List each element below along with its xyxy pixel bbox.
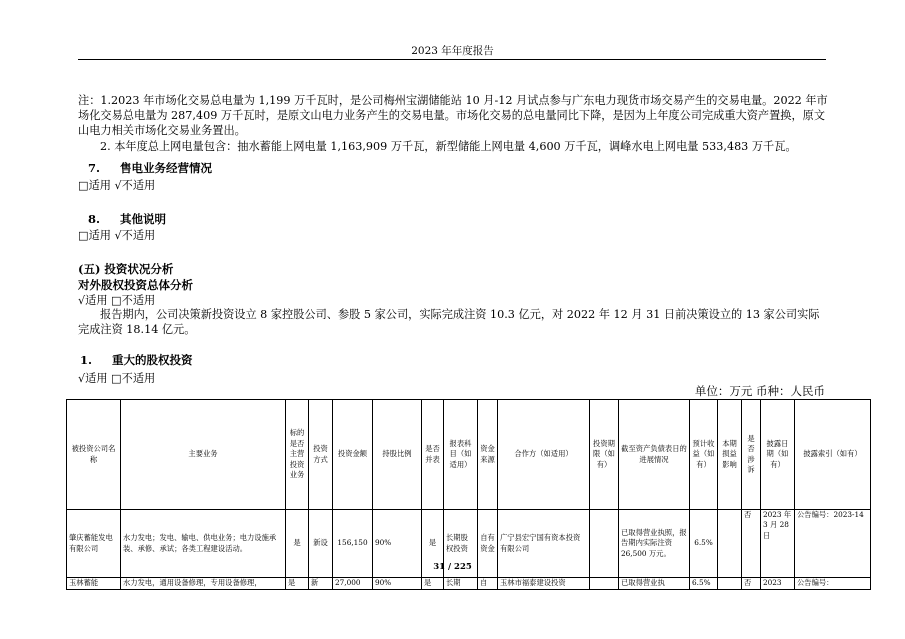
col-header: 是否涉诉 [742, 400, 761, 510]
section-7-number: 7. [88, 161, 101, 175]
overall-analysis-heading: 对外股权投资总体分析 [78, 278, 193, 292]
col-header: 持股比例 [373, 400, 422, 510]
col-header: 披露索引（如有） [795, 400, 871, 510]
report-header: 2023 年年度报告 [411, 45, 494, 57]
table-cell: 6.5% [690, 510, 718, 578]
col-header: 资金来源 [478, 400, 498, 510]
table-cell: 新 [309, 578, 333, 590]
table-cell: 6.5% [690, 578, 718, 590]
table-cell: 水力发电；发电、输电、供电业务；电力设施承装、承修、承试；各类工程建设活动。 [121, 510, 286, 578]
table-cell: 公告编号：2023-14 [795, 510, 871, 578]
table-cell: 水力发电，通用设备修理，专用设备修理， [121, 578, 286, 590]
table-cell: 是 [286, 510, 309, 578]
table-cell: 玉林蓄能 [67, 578, 121, 590]
page-number: 31 / 225 [433, 562, 472, 572]
table-cell: 2023 [761, 578, 795, 590]
table-cell: 90% [373, 578, 422, 590]
table-cell: 27,000 [333, 578, 373, 590]
table-cell: 广宁县宏宁国有资本投资有限公司 [498, 510, 590, 578]
table-cell: 否 [742, 510, 761, 578]
col-header: 本期损益影响 [718, 400, 742, 510]
note-1: 注：1.2023 年市场化交易总电量为 1,199 万千瓦时，是公司梅州宝湖储能站 10 月-12 月试点参与广东电力现货市场交易产生的交易电量。2022 年市场化交易总电量为 287,409 万千瓦时，是原文山电力业务产生的交易电量。市场化交易的总电量同比下降，是因为上年度公司完成重大资产置换，原文山电力相关市场化交易业务置出。 [78, 94, 828, 138]
section-8-heading [88, 211, 166, 227]
section-8-options: □适用 √不适用 [78, 229, 156, 242]
section-5-heading: (五) 投资状况分析 [78, 262, 174, 276]
table-cell: 是 [422, 510, 444, 578]
col-header: 报表科目（如适用） [444, 400, 478, 510]
table-cell: 玉林市福泰建设投资 [498, 578, 590, 590]
table-cell: 肇庆蓄能发电有限公司 [67, 510, 121, 578]
table-cell: 是 [422, 578, 444, 590]
table-header-row [67, 400, 871, 510]
table-cell: 已取得营业执 [619, 578, 690, 590]
section-1-number: 1. [80, 353, 93, 367]
section-8-title: 其他说明 [120, 212, 167, 226]
table-cell: 已取得营业执照，报告期内实际注资 26,500 万元。 [619, 510, 690, 578]
table-cell: 否 [742, 578, 761, 590]
table-cell [590, 578, 619, 590]
table-cell: 是 [286, 578, 309, 590]
section-7-title: 售电业务经营情况 [120, 161, 213, 175]
table-cell: 2023 年 3 月 28 日 [761, 510, 795, 578]
table-cell: 长期股权投资 [444, 510, 478, 578]
table-cell: 长期 [444, 578, 478, 590]
table-cell: 公告编号： [795, 578, 871, 590]
section-7-options: □适用 √不适用 [78, 179, 156, 192]
header-divider [78, 59, 826, 60]
table-cell: 自有资金 [478, 510, 498, 578]
col-header: 标的是否主营投资业务 [286, 400, 309, 510]
table-row [67, 578, 871, 590]
table-cell: 156,150 [333, 510, 373, 578]
table-cell: 90% [373, 510, 422, 578]
col-header: 披露日期（如有） [761, 400, 795, 510]
col-header: 投资金额 [333, 400, 373, 510]
unit-label: 单位：万元 币种：人民币 [694, 384, 825, 398]
col-header: 主要业务 [121, 400, 286, 510]
section-1-heading [80, 352, 193, 368]
table-cell: 自 [478, 578, 498, 590]
section-1-options: √适用 □不适用 [78, 372, 156, 385]
table-cell: 新设 [309, 510, 333, 578]
col-header: 投资方式 [309, 400, 333, 510]
col-header: 被投资公司名称 [67, 400, 121, 510]
col-header: 是否并表 [422, 400, 444, 510]
col-header: 投资期限（如有） [590, 400, 619, 510]
col-header: 合作方（如适用） [498, 400, 590, 510]
section-1-title: 重大的股权投资 [112, 353, 193, 367]
overall-analysis-text: 报告期内，公司决策新投资设立 8 家控股公司、参股 5 家公司，实际完成注资 10.3 亿元，对 2022 年 12 月 31 日前决策设立的 13 家公司实际完成注资 18.14 亿元。 [78, 308, 820, 337]
table-cell [718, 578, 742, 590]
section-7-heading [88, 160, 212, 176]
overall-analysis-options: √适用 □不适用 [78, 294, 156, 307]
note-2: 2. 本年度总上网电量包含：抽水蓄能上网电量 1,163,909 万千瓦，新型储能上网电量 4,600 万千瓦，调峰水电上网电量 533,483 万千瓦。 [100, 140, 797, 153]
col-header: 截至资产负债表日的进展情况 [619, 400, 690, 510]
section-8-number: 8. [88, 212, 101, 226]
col-header: 预计收益（如有） [690, 400, 718, 510]
